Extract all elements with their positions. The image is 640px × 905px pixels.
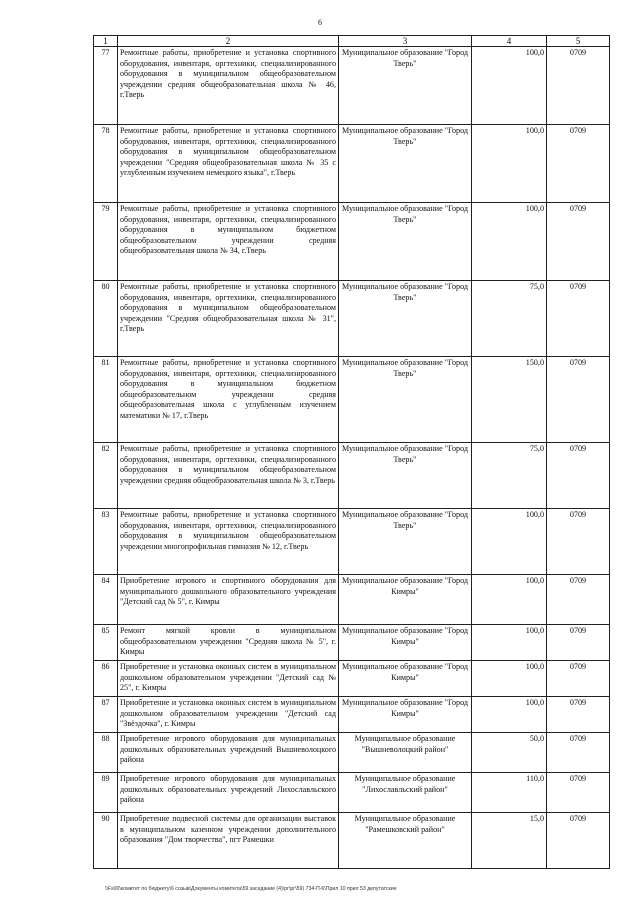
row-description: Ремонтные работы, приобретение и установка спортивного оборудования, инвентаря, оргтехники, специализированного оборудования в муниципальном общеобразовательном учреждении "Средняя общеобразовательная школа № 31", г.Тверь bbox=[118, 281, 339, 357]
table-row bbox=[94, 443, 610, 509]
row-number: 90 bbox=[94, 813, 118, 869]
row-number: 79 bbox=[94, 203, 118, 281]
row-code: 0709 bbox=[547, 625, 610, 661]
row-code: 0709 bbox=[547, 813, 610, 869]
row-amount: 100,0 bbox=[472, 575, 547, 625]
row-code: 0709 bbox=[547, 509, 610, 575]
row-organization: Муниципальное образование "Город Кимры" bbox=[339, 697, 472, 733]
row-number: 84 bbox=[94, 575, 118, 625]
row-code: 0709 bbox=[547, 357, 610, 443]
row-organization: Муниципальное образование "Город Тверь" bbox=[339, 125, 472, 203]
row-code: 0709 bbox=[547, 443, 610, 509]
header-col-4: 4 bbox=[472, 36, 547, 47]
row-organization: Муниципальное образование "Вышневолоцкий район" bbox=[339, 733, 472, 773]
row-number: 77 bbox=[94, 47, 118, 125]
table-row bbox=[94, 47, 610, 125]
row-number: 81 bbox=[94, 357, 118, 443]
row-organization: Муниципальное образование "Лихославльский район" bbox=[339, 773, 472, 813]
row-number: 86 bbox=[94, 661, 118, 697]
table-row bbox=[94, 281, 610, 357]
budget-table bbox=[93, 35, 610, 869]
row-code: 0709 bbox=[547, 125, 610, 203]
row-description: Приобретение игрового и спортивного оборудования для муниципального дошкольного образовательного учреждения "Детский сад № 5", г. Кимры bbox=[118, 575, 339, 625]
row-amount: 50,0 bbox=[472, 733, 547, 773]
row-organization: Муниципальное образование "Рамешковский район" bbox=[339, 813, 472, 869]
row-code: 0709 bbox=[547, 697, 610, 733]
row-number: 85 bbox=[94, 625, 118, 661]
row-organization: Муниципальное образование "Город Кимры" bbox=[339, 661, 472, 697]
table-row bbox=[94, 125, 610, 203]
header-col-3: 3 bbox=[339, 36, 472, 47]
row-amount: 100,0 bbox=[472, 125, 547, 203]
row-description: Приобретение и установка оконных систем в муниципальном дошкольном образовательном учреждении "Детский сад "Звёздочка", г. Кимры bbox=[118, 697, 339, 733]
row-organization: Муниципальное образование "Город Тверь" bbox=[339, 47, 472, 125]
table-row bbox=[94, 203, 610, 281]
row-organization: Муниципальное образование "Город Тверь" bbox=[339, 357, 472, 443]
row-amount: 75,0 bbox=[472, 281, 547, 357]
row-description: Ремонтные работы, приобретение и установка спортивного оборудования, инвентаря, оргтехники, специализированного оборудования в муниципальном общеобразовательном учреждении многопрофильная гимназия № 12, г.Тверь bbox=[118, 509, 339, 575]
row-code: 0709 bbox=[547, 661, 610, 697]
row-number: 82 bbox=[94, 443, 118, 509]
row-code: 0709 bbox=[547, 203, 610, 281]
header-col-2: 2 bbox=[118, 36, 339, 47]
row-number: 83 bbox=[94, 509, 118, 575]
row-code: 0709 bbox=[547, 281, 610, 357]
table-row bbox=[94, 357, 610, 443]
file-path-footer: \\Fs00\комитет по бюджету\6 созыв\Документы комитета\59 заседание (4)\рг\рг\59) 734-П-6\Прил 10 прил 53 депутатские bbox=[105, 886, 397, 892]
table-header-row bbox=[94, 36, 610, 47]
row-number: 78 bbox=[94, 125, 118, 203]
row-amount: 100,0 bbox=[472, 509, 547, 575]
row-description: Ремонтные работы, приобретение и установка спортивного оборудования, инвентаря, оргтехники, специализированного оборудования в муниципальном общеобразовательном учреждении средняя общеобразовательная школа № 46, г.Тверь bbox=[118, 47, 339, 125]
table-row bbox=[94, 661, 610, 697]
row-amount: 150,0 bbox=[472, 357, 547, 443]
row-organization: Муниципальное образование "Город Тверь" bbox=[339, 443, 472, 509]
row-code: 0709 bbox=[547, 773, 610, 813]
row-description: Приобретение и установка оконных систем в муниципальном дошкольном образовательном учреждении "Детский сад № 25", г. Кимры bbox=[118, 661, 339, 697]
row-amount: 100,0 bbox=[472, 697, 547, 733]
row-code: 0709 bbox=[547, 47, 610, 125]
table-row bbox=[94, 697, 610, 733]
header-col-1: 1 bbox=[94, 36, 118, 47]
row-amount: 15,0 bbox=[472, 813, 547, 869]
row-description: Приобретение подвесной системы для организации выставок в муниципальном казенном учреждении дополнительного образования "Дом творчества", пгт Рамешки bbox=[118, 813, 339, 869]
table-row bbox=[94, 773, 610, 813]
row-description: Приобретение игрового оборудования для муниципальных дошкольных образовательных учреждений Вышневолоцкого района bbox=[118, 733, 339, 773]
row-organization: Муниципальное образование "Город Кимры" bbox=[339, 625, 472, 661]
row-organization: Муниципальное образование "Город Кимры" bbox=[339, 575, 472, 625]
table-row bbox=[94, 509, 610, 575]
row-organization: Муниципальное образование "Город Тверь" bbox=[339, 203, 472, 281]
header-col-5: 5 bbox=[547, 36, 610, 47]
row-amount: 100,0 bbox=[472, 625, 547, 661]
row-description: Ремонт мягкой кровли в муниципальном общеобразовательном учреждении "Средняя школа № 5", г. Кимры bbox=[118, 625, 339, 661]
table-row bbox=[94, 813, 610, 869]
row-description: Приобретение игрового оборудования для муниципальных дошкольных образовательных учреждений Лихославльского района bbox=[118, 773, 339, 813]
row-description: Ремонтные работы, приобретение и установка спортивного оборудования, инвентаря, оргтехники, специализированного оборудования в муниципальном бюджетном общеобразовательном учреждении средняя общеобразовательная школа № 34, г.Тверь bbox=[118, 203, 339, 281]
row-number: 87 bbox=[94, 697, 118, 733]
row-amount: 110,0 bbox=[472, 773, 547, 813]
table-row bbox=[94, 733, 610, 773]
row-number: 80 bbox=[94, 281, 118, 357]
row-organization: Муниципальное образование "Город Тверь" bbox=[339, 281, 472, 357]
row-organization: Муниципальное образование "Город Тверь" bbox=[339, 509, 472, 575]
row-code: 0709 bbox=[547, 575, 610, 625]
row-description: Ремонтные работы, приобретение и установка спортивного оборудования, инвентаря, оргтехники, специализированного оборудования в муниципальном бюджетном общеобразовательном учреждении средняя общеобразовательная школа с углубленным изучением математики № 17, г.Тверь bbox=[118, 357, 339, 443]
table-row bbox=[94, 625, 610, 661]
row-description: Ремонтные работы, приобретение и установка спортивного оборудования, инвентаря, оргтехники, специализированного оборудования в муниципальном общеобразовательном учреждении средняя общеобразовательная школа № 3, г.Тверь bbox=[118, 443, 339, 509]
row-amount: 75,0 bbox=[472, 443, 547, 509]
row-amount: 100,0 bbox=[472, 661, 547, 697]
row-number: 88 bbox=[94, 733, 118, 773]
table-row bbox=[94, 575, 610, 625]
page-number: 6 bbox=[318, 18, 322, 27]
row-amount: 100,0 bbox=[472, 203, 547, 281]
row-code: 0709 bbox=[547, 733, 610, 773]
row-description: Ремонтные работы, приобретение и установка спортивного оборудования, инвентаря, оргтехники, специализированного оборудования в муниципальном общеобразовательном учреждении "Средняя общеобразовательная школа № 35 с углубленным изучением немецкого языка", г.Тверь bbox=[118, 125, 339, 203]
row-amount: 100,0 bbox=[472, 47, 547, 125]
row-number: 89 bbox=[94, 773, 118, 813]
